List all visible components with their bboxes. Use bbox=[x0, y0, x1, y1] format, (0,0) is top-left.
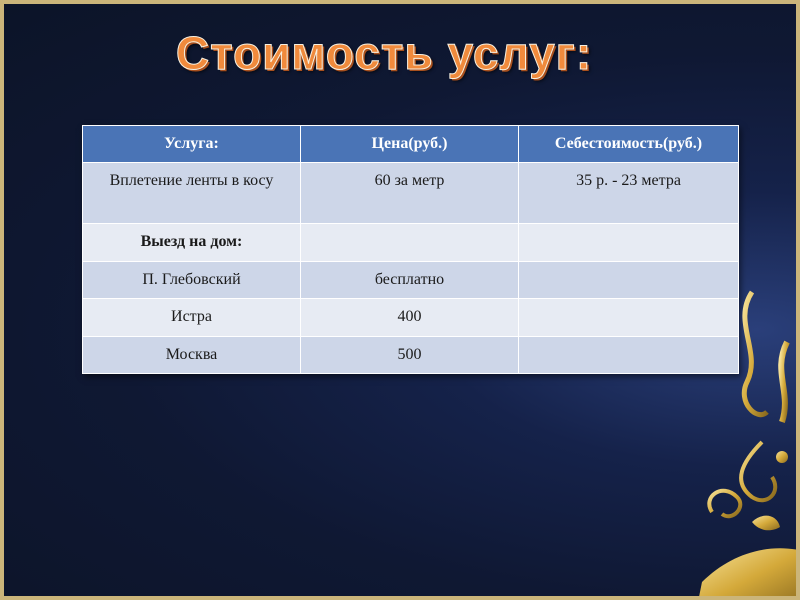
table-cell: 400 bbox=[301, 299, 519, 337]
table-row bbox=[83, 224, 739, 262]
slide-title: Стоимость услуг: bbox=[175, 27, 593, 79]
price-table bbox=[82, 125, 739, 374]
table-cell: П. Глебовский bbox=[83, 261, 301, 299]
column-header-service: Услуга: bbox=[83, 126, 301, 163]
column-header-price: Цена(руб.) bbox=[301, 126, 519, 163]
table-cell: Выезд на дом: bbox=[83, 224, 301, 262]
table-row bbox=[83, 336, 739, 374]
table-header-row bbox=[83, 126, 739, 163]
table-row bbox=[83, 261, 739, 299]
table-cell: 60 за метр bbox=[301, 163, 519, 224]
table-cell: 35 р. - 23 метра bbox=[519, 163, 739, 224]
table-cell: 500 bbox=[301, 336, 519, 374]
table-cell: Истра bbox=[83, 299, 301, 337]
table-cell bbox=[519, 224, 739, 262]
table-cell: Москва bbox=[83, 336, 301, 374]
table-cell: бесплатно bbox=[301, 261, 519, 299]
table-row bbox=[83, 299, 739, 337]
table-row bbox=[83, 163, 739, 224]
column-header-cost: Себестоимость(руб.) bbox=[519, 126, 739, 163]
gold-floral-ornament bbox=[692, 282, 800, 600]
table-cell bbox=[301, 224, 519, 262]
table-cell: Вплетение ленты в косу bbox=[83, 163, 301, 224]
